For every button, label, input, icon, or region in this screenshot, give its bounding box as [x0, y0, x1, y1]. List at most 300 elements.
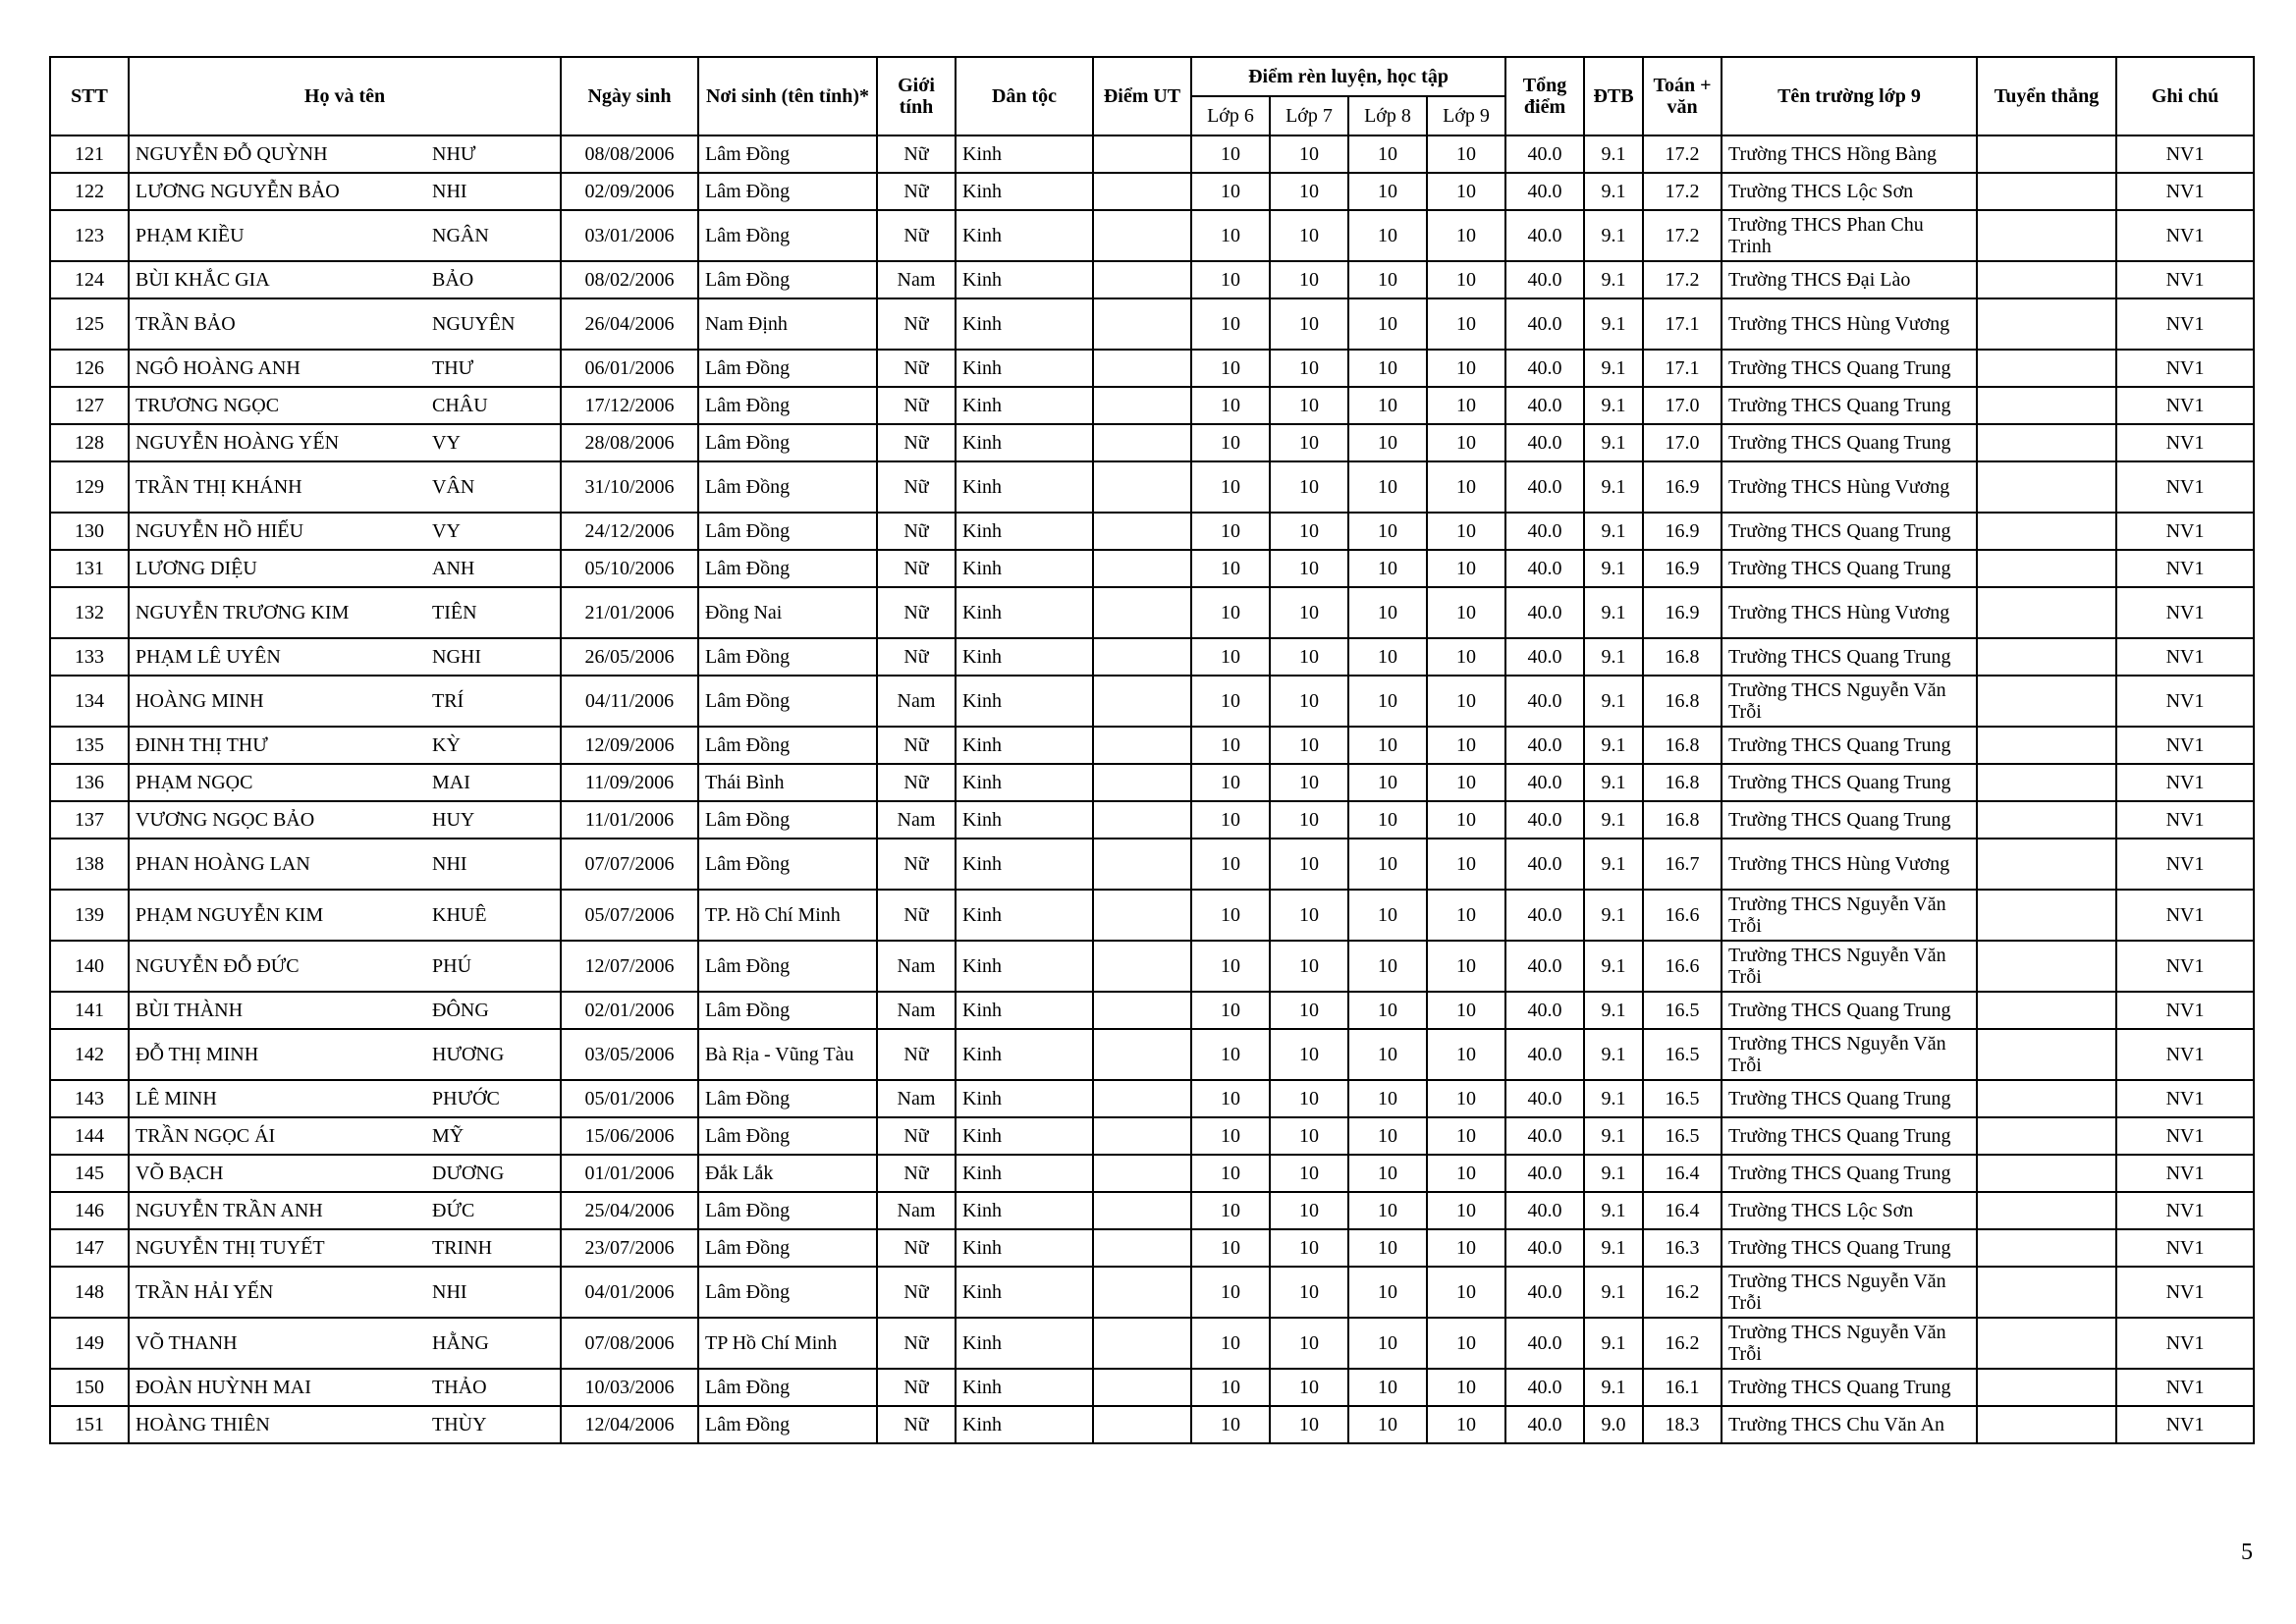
- cell-math-literature: 17.0: [1643, 387, 1722, 424]
- cell-notes: NV1: [2116, 727, 2254, 764]
- cell-average: 9.1: [1584, 424, 1643, 461]
- cell-grade9: 10: [1427, 135, 1505, 173]
- cell-total-score: 40.0: [1505, 638, 1584, 676]
- cell-grade9-school: [1722, 298, 1977, 350]
- cell-total-score: 40.0: [1505, 1117, 1584, 1155]
- cell-total-score: 40.0: [1505, 350, 1584, 387]
- cell-ethnicity: Kinh: [956, 992, 1093, 1029]
- cell-priority-score: [1093, 424, 1191, 461]
- cell-gender: Nữ: [877, 210, 956, 261]
- school-name: Trường THCS Lộc Sơn: [1728, 1200, 1914, 1221]
- cell-grade9: 10: [1427, 1267, 1505, 1318]
- given-name: MỸ: [432, 1125, 465, 1147]
- cell-place-of-birth: Đắk Lắk: [698, 1155, 877, 1192]
- cell-gender: Nữ: [877, 890, 956, 941]
- cell-gender: Nam: [877, 941, 956, 992]
- cell-place-of-birth: Thái Bình: [698, 764, 877, 801]
- cell-place-of-birth: Lâm Đồng: [698, 941, 877, 992]
- given-name: TRINH: [432, 1237, 493, 1259]
- header-average: ĐTB: [1584, 57, 1643, 135]
- cell-average: 9.1: [1584, 1267, 1643, 1318]
- cell-place-of-birth: Lâm Đồng: [698, 676, 877, 727]
- given-name: ĐÔNG: [432, 1000, 489, 1021]
- cell-math-literature: 16.6: [1643, 941, 1722, 992]
- cell-grade9-school: [1722, 638, 1977, 676]
- cell-date-of-birth: 04/11/2006: [561, 676, 698, 727]
- cell-grade9-school: [1722, 764, 1977, 801]
- cell-grade9: 10: [1427, 424, 1505, 461]
- cell-grade9: 10: [1427, 210, 1505, 261]
- cell-average: 9.1: [1584, 764, 1643, 801]
- cell-gender: Nữ: [877, 638, 956, 676]
- cell-full-name: [129, 638, 561, 676]
- cell-priority-score: [1093, 1155, 1191, 1192]
- cell-gender: Nữ: [877, 1267, 956, 1318]
- cell-grade6: 10: [1191, 1318, 1270, 1369]
- cell-priority-score: [1093, 1318, 1191, 1369]
- cell-grade9: 10: [1427, 676, 1505, 727]
- cell-place-of-birth: Lâm Đồng: [698, 727, 877, 764]
- cell-grade9: 10: [1427, 1117, 1505, 1155]
- school-name: Trường THCS Quang Trung: [1728, 1163, 1951, 1184]
- cell-average: 9.1: [1584, 941, 1643, 992]
- cell-math-literature: 16.8: [1643, 727, 1722, 764]
- school-name: Trường THCS Chu Văn An: [1728, 1414, 1945, 1435]
- cell-ethnicity: Kinh: [956, 727, 1093, 764]
- cell-date-of-birth: 11/09/2006: [561, 764, 698, 801]
- cell-priority-score: [1093, 801, 1191, 839]
- school-name: Trường THCS Nguyễn Văn Trỗi: [1728, 945, 1946, 988]
- cell-grade8: 10: [1348, 890, 1427, 941]
- cell-place-of-birth: TP Hồ Chí Minh: [698, 1318, 877, 1369]
- cell-full-name: [129, 550, 561, 587]
- cell-grade9-school: [1722, 727, 1977, 764]
- cell-grade9-school: [1722, 941, 1977, 992]
- cell-math-literature: 16.9: [1643, 587, 1722, 638]
- cell-full-name: [129, 1080, 561, 1117]
- cell-total-score: 40.0: [1505, 261, 1584, 298]
- cell-grade8: 10: [1348, 210, 1427, 261]
- cell-direct-admission: [1977, 350, 2116, 387]
- cell-gender: Nữ: [877, 1155, 956, 1192]
- cell-grade9-school: [1722, 1029, 1977, 1080]
- cell-grade7: 10: [1270, 261, 1348, 298]
- cell-direct-admission: [1977, 550, 2116, 587]
- school-name: Trường THCS Phan Chu Trinh: [1728, 214, 1924, 257]
- header-conduct-scores: Điểm rèn luyện, học tập: [1191, 57, 1505, 96]
- cell-gender: Nữ: [877, 513, 956, 550]
- cell-average: 9.1: [1584, 1117, 1643, 1155]
- cell-grade8: 10: [1348, 135, 1427, 173]
- cell-date-of-birth: 31/10/2006: [561, 461, 698, 513]
- cell-grade8: 10: [1348, 1117, 1427, 1155]
- cell-direct-admission: [1977, 424, 2116, 461]
- cell-date-of-birth: 07/07/2006: [561, 839, 698, 890]
- cell-total-score: 40.0: [1505, 387, 1584, 424]
- cell-place-of-birth: TP. Hồ Chí Minh: [698, 890, 877, 941]
- cell-full-name: [129, 941, 561, 992]
- cell-grade8: 10: [1348, 1369, 1427, 1406]
- cell-full-name: [129, 461, 561, 513]
- table-row: [50, 764, 2254, 801]
- cell-full-name: [129, 135, 561, 173]
- cell-total-score: 40.0: [1505, 1369, 1584, 1406]
- school-name: Trường THCS Nguyễn Văn Trỗi: [1728, 679, 1946, 723]
- cell-grade6: 10: [1191, 727, 1270, 764]
- table-row: [50, 587, 2254, 638]
- cell-notes: NV1: [2116, 1406, 2254, 1443]
- cell-place-of-birth: Lâm Đồng: [698, 173, 877, 210]
- cell-stt: 125: [50, 298, 129, 350]
- given-name: HẰNG: [432, 1332, 489, 1354]
- cell-grade9: 10: [1427, 890, 1505, 941]
- cell-priority-score: [1093, 387, 1191, 424]
- cell-notes: NV1: [2116, 387, 2254, 424]
- page-number: 5: [2241, 1540, 2253, 1565]
- cell-place-of-birth: Lâm Đồng: [698, 550, 877, 587]
- cell-average: 9.1: [1584, 461, 1643, 513]
- cell-total-score: 40.0: [1505, 587, 1584, 638]
- given-name: NGÂN: [432, 225, 489, 246]
- cell-date-of-birth: 23/07/2006: [561, 1229, 698, 1267]
- cell-full-name: [129, 1318, 561, 1369]
- cell-total-score: 40.0: [1505, 676, 1584, 727]
- cell-direct-admission: [1977, 1369, 2116, 1406]
- cell-priority-score: [1093, 1406, 1191, 1443]
- surname-middle: LÊ MINH: [136, 1088, 217, 1110]
- given-name: PHƯỚC: [432, 1088, 500, 1110]
- cell-full-name: [129, 210, 561, 261]
- cell-grade8: 10: [1348, 261, 1427, 298]
- table-row: [50, 676, 2254, 727]
- cell-grade9-school: [1722, 513, 1977, 550]
- cell-grade9-school: [1722, 801, 1977, 839]
- cell-grade6: 10: [1191, 1369, 1270, 1406]
- cell-notes: NV1: [2116, 1318, 2254, 1369]
- cell-full-name: [129, 387, 561, 424]
- cell-stt: 150: [50, 1369, 129, 1406]
- surname-middle: NGUYỄN HOÀNG YẾN: [136, 432, 340, 454]
- cell-grade8: 10: [1348, 1267, 1427, 1318]
- cell-stt: 138: [50, 839, 129, 890]
- cell-notes: NV1: [2116, 941, 2254, 992]
- cell-stt: 140: [50, 941, 129, 992]
- cell-grade7: 10: [1270, 1029, 1348, 1080]
- cell-gender: Nữ: [877, 839, 956, 890]
- cell-grade7: 10: [1270, 587, 1348, 638]
- cell-grade8: 10: [1348, 1192, 1427, 1229]
- cell-grade8: 10: [1348, 764, 1427, 801]
- cell-priority-score: [1093, 638, 1191, 676]
- table-row: [50, 1318, 2254, 1369]
- cell-notes: NV1: [2116, 513, 2254, 550]
- cell-average: 9.1: [1584, 173, 1643, 210]
- cell-stt: 127: [50, 387, 129, 424]
- cell-ethnicity: Kinh: [956, 1080, 1093, 1117]
- table-row: [50, 1080, 2254, 1117]
- cell-grade6: 10: [1191, 1192, 1270, 1229]
- cell-notes: NV1: [2116, 1229, 2254, 1267]
- cell-math-literature: 16.6: [1643, 890, 1722, 941]
- table-row: [50, 839, 2254, 890]
- header-notes: Ghi chú: [2116, 57, 2254, 135]
- cell-average: 9.1: [1584, 890, 1643, 941]
- cell-priority-score: [1093, 890, 1191, 941]
- cell-average: 9.1: [1584, 1229, 1643, 1267]
- surname-middle: NGUYỄN ĐỖ QUỲNH: [136, 143, 328, 165]
- cell-stt: 129: [50, 461, 129, 513]
- cell-place-of-birth: Lâm Đồng: [698, 210, 877, 261]
- cell-date-of-birth: 25/04/2006: [561, 1192, 698, 1229]
- surname-middle: NGUYỄN THỊ TUYẾT: [136, 1237, 325, 1259]
- cell-direct-admission: [1977, 992, 2116, 1029]
- school-name: Trường THCS Quang Trung: [1728, 772, 1951, 793]
- cell-math-literature: 16.3: [1643, 1229, 1722, 1267]
- cell-place-of-birth: Lâm Đồng: [698, 1080, 877, 1117]
- surname-middle: VƯƠNG NGỌC BẢO: [136, 809, 315, 831]
- cell-priority-score: [1093, 1267, 1191, 1318]
- cell-grade6: 10: [1191, 992, 1270, 1029]
- cell-grade7: 10: [1270, 764, 1348, 801]
- cell-date-of-birth: 15/06/2006: [561, 1117, 698, 1155]
- cell-place-of-birth: Lâm Đồng: [698, 1229, 877, 1267]
- table-row: [50, 424, 2254, 461]
- cell-stt: 123: [50, 210, 129, 261]
- school-name: Trường THCS Quang Trung: [1728, 520, 1951, 542]
- table-row: [50, 513, 2254, 550]
- cell-date-of-birth: 11/01/2006: [561, 801, 698, 839]
- surname-middle: ĐỖ THỊ MINH: [136, 1044, 259, 1065]
- surname-middle: PHẠM KIỀU: [136, 225, 245, 246]
- cell-gender: Nữ: [877, 461, 956, 513]
- given-name: PHÚ: [432, 955, 472, 977]
- cell-grade7: 10: [1270, 550, 1348, 587]
- cell-ethnicity: Kinh: [956, 1369, 1093, 1406]
- given-name: VY: [432, 520, 461, 542]
- cell-grade7: 10: [1270, 890, 1348, 941]
- cell-notes: NV1: [2116, 1029, 2254, 1080]
- cell-math-literature: 17.2: [1643, 261, 1722, 298]
- cell-grade8: 10: [1348, 350, 1427, 387]
- cell-priority-score: [1093, 1117, 1191, 1155]
- cell-grade6: 10: [1191, 1080, 1270, 1117]
- cell-date-of-birth: 28/08/2006: [561, 424, 698, 461]
- cell-priority-score: [1093, 1029, 1191, 1080]
- table-row: [50, 550, 2254, 587]
- cell-full-name: [129, 1369, 561, 1406]
- cell-date-of-birth: 05/10/2006: [561, 550, 698, 587]
- cell-gender: Nữ: [877, 764, 956, 801]
- cell-math-literature: 16.8: [1643, 638, 1722, 676]
- cell-total-score: 40.0: [1505, 1267, 1584, 1318]
- cell-stt: 134: [50, 676, 129, 727]
- cell-average: 9.1: [1584, 210, 1643, 261]
- cell-grade8: 10: [1348, 801, 1427, 839]
- cell-grade8: 10: [1348, 550, 1427, 587]
- surname-middle: NGUYỄN TRƯƠNG KIM: [136, 602, 350, 623]
- cell-grade7: 10: [1270, 638, 1348, 676]
- cell-ethnicity: Kinh: [956, 350, 1093, 387]
- cell-stt: 126: [50, 350, 129, 387]
- cell-total-score: 40.0: [1505, 173, 1584, 210]
- cell-gender: Nữ: [877, 387, 956, 424]
- cell-grade9-school: [1722, 1155, 1977, 1192]
- cell-grade8: 10: [1348, 1155, 1427, 1192]
- cell-place-of-birth: Lâm Đồng: [698, 638, 877, 676]
- cell-grade7: 10: [1270, 1267, 1348, 1318]
- surname-middle: TRẦN HẢI YẾN: [136, 1281, 274, 1303]
- school-name: Trường THCS Hùng Vương: [1728, 476, 1950, 498]
- cell-total-score: 40.0: [1505, 1229, 1584, 1267]
- given-name: KỲ: [432, 734, 461, 756]
- table-row: [50, 350, 2254, 387]
- cell-grade7: 10: [1270, 992, 1348, 1029]
- cell-direct-admission: [1977, 839, 2116, 890]
- cell-grade9: 10: [1427, 764, 1505, 801]
- school-name: Trường THCS Quang Trung: [1728, 395, 1951, 416]
- given-name: NHI: [432, 853, 467, 875]
- cell-grade9: 10: [1427, 298, 1505, 350]
- cell-grade6: 10: [1191, 261, 1270, 298]
- cell-ethnicity: Kinh: [956, 676, 1093, 727]
- cell-math-literature: 17.2: [1643, 135, 1722, 173]
- cell-stt: 124: [50, 261, 129, 298]
- cell-notes: NV1: [2116, 550, 2254, 587]
- cell-grade9-school: [1722, 1369, 1977, 1406]
- cell-grade6: 10: [1191, 1267, 1270, 1318]
- cell-ethnicity: Kinh: [956, 1318, 1093, 1369]
- cell-gender: Nam: [877, 992, 956, 1029]
- cell-grade9: 10: [1427, 992, 1505, 1029]
- given-name: CHÂU: [432, 395, 488, 416]
- cell-grade6: 10: [1191, 839, 1270, 890]
- cell-average: 9.1: [1584, 1155, 1643, 1192]
- cell-math-literature: 16.5: [1643, 1117, 1722, 1155]
- surname-middle: BÙI THÀNH: [136, 1000, 244, 1021]
- cell-date-of-birth: 07/08/2006: [561, 1318, 698, 1369]
- surname-middle: PHAN HOÀNG LAN: [136, 853, 310, 875]
- table-row: [50, 638, 2254, 676]
- cell-stt: 137: [50, 801, 129, 839]
- cell-total-score: 40.0: [1505, 550, 1584, 587]
- cell-grade6: 10: [1191, 801, 1270, 839]
- cell-direct-admission: [1977, 513, 2116, 550]
- cell-stt: 151: [50, 1406, 129, 1443]
- cell-priority-score: [1093, 261, 1191, 298]
- given-name: NHI: [432, 1281, 467, 1303]
- cell-notes: NV1: [2116, 135, 2254, 173]
- cell-ethnicity: Kinh: [956, 1029, 1093, 1080]
- school-name: Trường THCS Lộc Sơn: [1728, 181, 1914, 202]
- cell-date-of-birth: 08/02/2006: [561, 261, 698, 298]
- cell-stt: 132: [50, 587, 129, 638]
- cell-date-of-birth: 26/05/2006: [561, 638, 698, 676]
- cell-priority-score: [1093, 298, 1191, 350]
- school-name: Trường THCS Đại Lào: [1728, 269, 1911, 291]
- cell-gender: Nam: [877, 676, 956, 727]
- surname-middle: PHẠM LÊ UYÊN: [136, 646, 281, 668]
- cell-grade9: 10: [1427, 1080, 1505, 1117]
- cell-place-of-birth: Lâm Đồng: [698, 513, 877, 550]
- cell-notes: NV1: [2116, 992, 2254, 1029]
- cell-ethnicity: Kinh: [956, 461, 1093, 513]
- cell-grade9: 10: [1427, 1029, 1505, 1080]
- cell-gender: Nữ: [877, 135, 956, 173]
- cell-ethnicity: Kinh: [956, 135, 1093, 173]
- cell-notes: NV1: [2116, 1080, 2254, 1117]
- cell-priority-score: [1093, 513, 1191, 550]
- cell-direct-admission: [1977, 387, 2116, 424]
- given-name: VY: [432, 432, 461, 454]
- cell-gender: Nam: [877, 801, 956, 839]
- cell-grade7: 10: [1270, 387, 1348, 424]
- cell-grade8: 10: [1348, 992, 1427, 1029]
- given-name: VÂN: [432, 476, 475, 498]
- cell-average: 9.1: [1584, 992, 1643, 1029]
- cell-date-of-birth: 06/01/2006: [561, 350, 698, 387]
- cell-grade7: 10: [1270, 941, 1348, 992]
- cell-ethnicity: Kinh: [956, 839, 1093, 890]
- surname-middle: PHẠM NGUYỄN KIM: [136, 904, 324, 926]
- cell-grade8: 10: [1348, 461, 1427, 513]
- cell-grade8: 10: [1348, 941, 1427, 992]
- cell-average: 9.1: [1584, 638, 1643, 676]
- cell-average: 9.1: [1584, 1192, 1643, 1229]
- surname-middle: HOÀNG THIÊN: [136, 1414, 270, 1435]
- cell-place-of-birth: Nam Định: [698, 298, 877, 350]
- cell-direct-admission: [1977, 461, 2116, 513]
- cell-place-of-birth: Lâm Đồng: [698, 1192, 877, 1229]
- cell-date-of-birth: 01/01/2006: [561, 1155, 698, 1192]
- cell-grade9-school: [1722, 261, 1977, 298]
- cell-average: 9.1: [1584, 1369, 1643, 1406]
- cell-math-literature: 18.3: [1643, 1406, 1722, 1443]
- cell-stt: 131: [50, 550, 129, 587]
- table-body: [50, 135, 2254, 1443]
- cell-total-score: 40.0: [1505, 1192, 1584, 1229]
- cell-math-literature: 16.4: [1643, 1192, 1722, 1229]
- cell-grade9-school: [1722, 992, 1977, 1029]
- table-row: [50, 941, 2254, 992]
- cell-grade7: 10: [1270, 1229, 1348, 1267]
- cell-direct-admission: [1977, 727, 2116, 764]
- cell-full-name: [129, 676, 561, 727]
- cell-grade9-school: [1722, 1318, 1977, 1369]
- header-grade9: Lớp 9: [1427, 96, 1505, 135]
- cell-priority-score: [1093, 1229, 1191, 1267]
- cell-ethnicity: Kinh: [956, 1267, 1093, 1318]
- cell-priority-score: [1093, 941, 1191, 992]
- cell-priority-score: [1093, 587, 1191, 638]
- cell-notes: NV1: [2116, 801, 2254, 839]
- cell-grade7: 10: [1270, 1406, 1348, 1443]
- cell-date-of-birth: 12/04/2006: [561, 1406, 698, 1443]
- cell-gender: Nữ: [877, 173, 956, 210]
- cell-place-of-birth: Lâm Đồng: [698, 992, 877, 1029]
- cell-total-score: 40.0: [1505, 890, 1584, 941]
- cell-total-score: 40.0: [1505, 1029, 1584, 1080]
- cell-grade9-school: [1722, 1406, 1977, 1443]
- student-score-table: [49, 56, 2255, 1444]
- cell-grade9-school: [1722, 1080, 1977, 1117]
- cell-place-of-birth: Lâm Đồng: [698, 135, 877, 173]
- cell-notes: NV1: [2116, 350, 2254, 387]
- cell-ethnicity: Kinh: [956, 298, 1093, 350]
- cell-grade9: 10: [1427, 173, 1505, 210]
- cell-notes: NV1: [2116, 210, 2254, 261]
- school-name: Trường THCS Hùng Vương: [1728, 853, 1950, 875]
- given-name: HƯƠNG: [432, 1044, 505, 1065]
